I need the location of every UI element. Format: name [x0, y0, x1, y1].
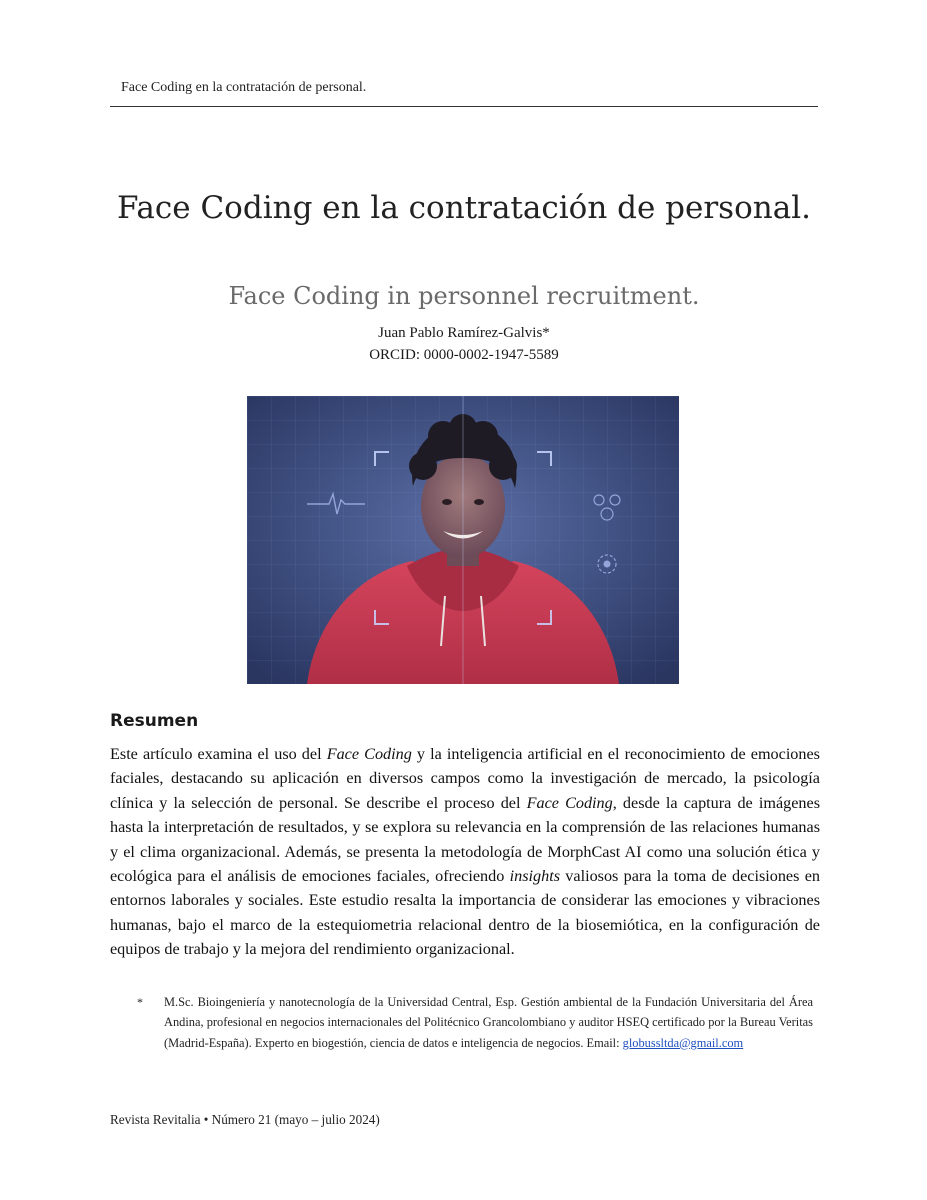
abstract-part: Este artículo examina el uso del	[110, 745, 327, 763]
abstract-heading: Resumen	[110, 711, 199, 731]
footnote-body	[164, 992, 813, 1053]
article-title: Face Coding en la contratación de personal.	[117, 190, 811, 226]
author-footnote	[137, 992, 813, 1053]
author-name: Juan Pablo Ramírez-Galvis*	[378, 325, 550, 341]
abstract-part: valiosos para la toma de decisiones en entornos laborales y sociales. Este estudio resalta la importancia de considerar las emociones y vibraciones humanas, bajo el marco de la estequiometria relacional dentro de la biosemiótica, en la configuración de equipos de trabajo y la mejora del rendimiento organizacional.	[110, 867, 820, 959]
abstract-emphasis: insights	[509, 867, 560, 886]
abstract-part: y la inteligencia artificial en el reconocimiento de emociones faciales, destacando su aplicación en diversos campos como la investigación de mercado, la psicología clínica y la selección de personal. Se describe el proceso del	[110, 745, 820, 812]
footnote-mark: *	[137, 995, 143, 1009]
email-link[interactable]: globussltda@gmail.com	[622, 1035, 744, 1050]
abstract-text	[110, 742, 820, 962]
abstract-emphasis: Face Coding	[526, 793, 613, 812]
journal-footer: Revista Revitalia • Número 21 (mayo – julio 2024)	[110, 1112, 380, 1127]
running-head: Face Coding en la contratación de personal.	[121, 80, 367, 95]
hero-image-face-scan	[247, 396, 679, 684]
footnote-text: M.Sc. Bioingeniería y nanotecnología de la Universidad Central, Esp. Gestión ambiental de la Fundación Universitaria del Área Andina, profesional en negocios internacionales del Politécnico Grancolombiano y auditor HSEQ certificado por la Bureau Veritas (Madrid-España). Experto en biogestión, ciencia de datos e inteligencia de negocios. Email:	[164, 995, 813, 1050]
header-rule	[110, 106, 818, 107]
abstract-part: , desde la captura de imágenes hasta la interpretación de resultados, y se explora su relevancia en la comprensión de las relaciones humanas y el clima organizacional. Además, se presenta la metodología de MorphCast AI como una solución ética y ecológica para el análisis de emociones faciales, ofreciendo	[110, 793, 820, 886]
abstract-emphasis: Face Coding	[326, 745, 412, 763]
article-subtitle: Face Coding in personnel recruitment.	[228, 282, 700, 310]
author-orcid: ORCID: 0000-0002-1947-5589	[369, 347, 559, 363]
